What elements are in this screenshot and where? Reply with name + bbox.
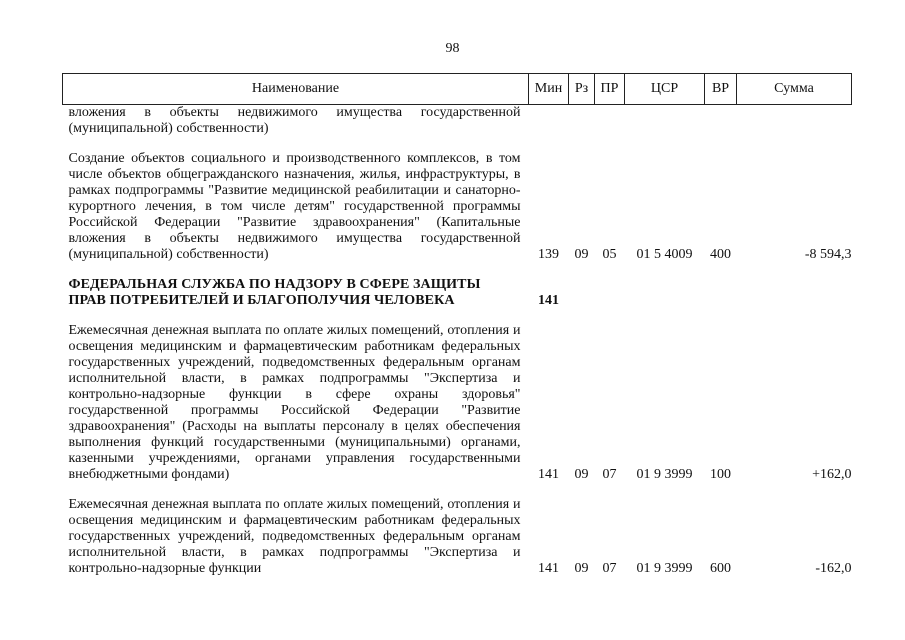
row-vr: 100 <box>710 467 731 482</box>
row-vr <box>705 277 737 309</box>
row-spacer <box>63 263 852 277</box>
row-pr: 05 <box>602 247 617 262</box>
row-min: 139 <box>538 247 559 262</box>
header-pr: ПР <box>595 74 625 105</box>
table-row <box>63 277 852 309</box>
header-csr: ЦСР <box>625 74 705 105</box>
header-min: Мин <box>529 74 569 105</box>
row-min <box>529 105 569 138</box>
page-number: 98 <box>445 41 460 56</box>
table-row <box>63 151 852 263</box>
row-spacer <box>63 309 852 323</box>
row-csr: 01 9 3999 <box>636 467 693 482</box>
row-sum <box>737 105 852 138</box>
row-name: вложения в объекты недвижимого имущества государственной (муниципальной) собственности) <box>68 105 521 136</box>
row-vr <box>705 105 737 138</box>
row-min: 141 <box>538 467 559 482</box>
table-row <box>63 323 852 483</box>
agency-heading: ФЕДЕРАЛЬНАЯ СЛУЖБА ПО НАДЗОРУ В СФЕРЕ ЗАЩИТЫ ПРАВ ПОТРЕБИТЕЛЕЙ И БЛАГОПОЛУЧИЯ ЧЕЛОВЕКА <box>68 277 481 308</box>
row-sum: +162,0 <box>812 467 852 482</box>
row-csr <box>625 277 705 309</box>
table-row <box>63 497 852 577</box>
row-spacer <box>63 137 852 151</box>
row-vr: 600 <box>710 561 731 576</box>
row-pr: 07 <box>602 561 617 576</box>
header-name: Наименование <box>63 74 529 105</box>
row-name: Создание объектов социального и производственного комплексов, в том числе объектов общегражданского назначения, жилья, инфраструктуры, в рамках подпрограммы "Развитие медицинской реабилитации и санаторно-курортного лечения, в том числе детям" государственной программы Российской Федерации "Развитие здравоохранения" (Капитальные вложения в объекты недвижимого имущества государственной (муниципальной) собственности) <box>68 151 521 262</box>
row-name: Ежемесячная денежная выплата по оплате жилых помещений, отопления и освещения медицинским и фармацевтическим работникам федеральных государственных учреждений, подведомственных федеральным органам исполнительной власти, в рамках подпрограммы "Экспертиза и контрольно-надзорные функции <box>68 497 521 576</box>
row-min: 141 <box>538 561 559 576</box>
row-rz <box>569 277 595 309</box>
budget-table <box>62 73 852 577</box>
row-rz <box>569 105 595 138</box>
header-sum: Сумма <box>737 74 852 105</box>
table-header-row <box>63 74 852 105</box>
row-name: Ежемесячная денежная выплата по оплате жилых помещений, отопления и освещения медицинским и фармацевтическим работникам федеральных государственных учреждений, подведомственных федеральным органам исполнительной власти, в рамках подпрограммы "Экспертиза и контрольно-надзорные функции в сфере охраны здоровья" государственной программы Российской Федерации "Развитие здравоохранения" (Расходы на выплаты персоналу в целях обеспечения выполнения функций государственными (муниципальными) органами, казенными учреждениями, органами управления государственными внебюджетными фондами) <box>68 323 521 482</box>
row-min: 141 <box>538 293 559 308</box>
header-vr: ВР <box>705 74 737 105</box>
row-csr <box>625 105 705 138</box>
row-rz: 09 <box>574 467 589 482</box>
row-vr: 400 <box>710 247 731 262</box>
table-row <box>63 105 852 138</box>
budget-table-container <box>62 73 851 577</box>
header-rz: Рз <box>569 74 595 105</box>
row-spacer <box>63 483 852 497</box>
row-sum <box>737 277 852 309</box>
row-csr: 01 9 3999 <box>636 561 693 576</box>
row-sum: -162,0 <box>815 561 852 576</box>
row-sum: -8 594,3 <box>804 247 852 262</box>
row-pr <box>595 105 625 138</box>
row-csr: 01 5 4009 <box>636 247 693 262</box>
row-rz: 09 <box>574 247 589 262</box>
row-rz: 09 <box>574 561 589 576</box>
row-pr <box>595 277 625 309</box>
row-pr: 07 <box>602 467 617 482</box>
